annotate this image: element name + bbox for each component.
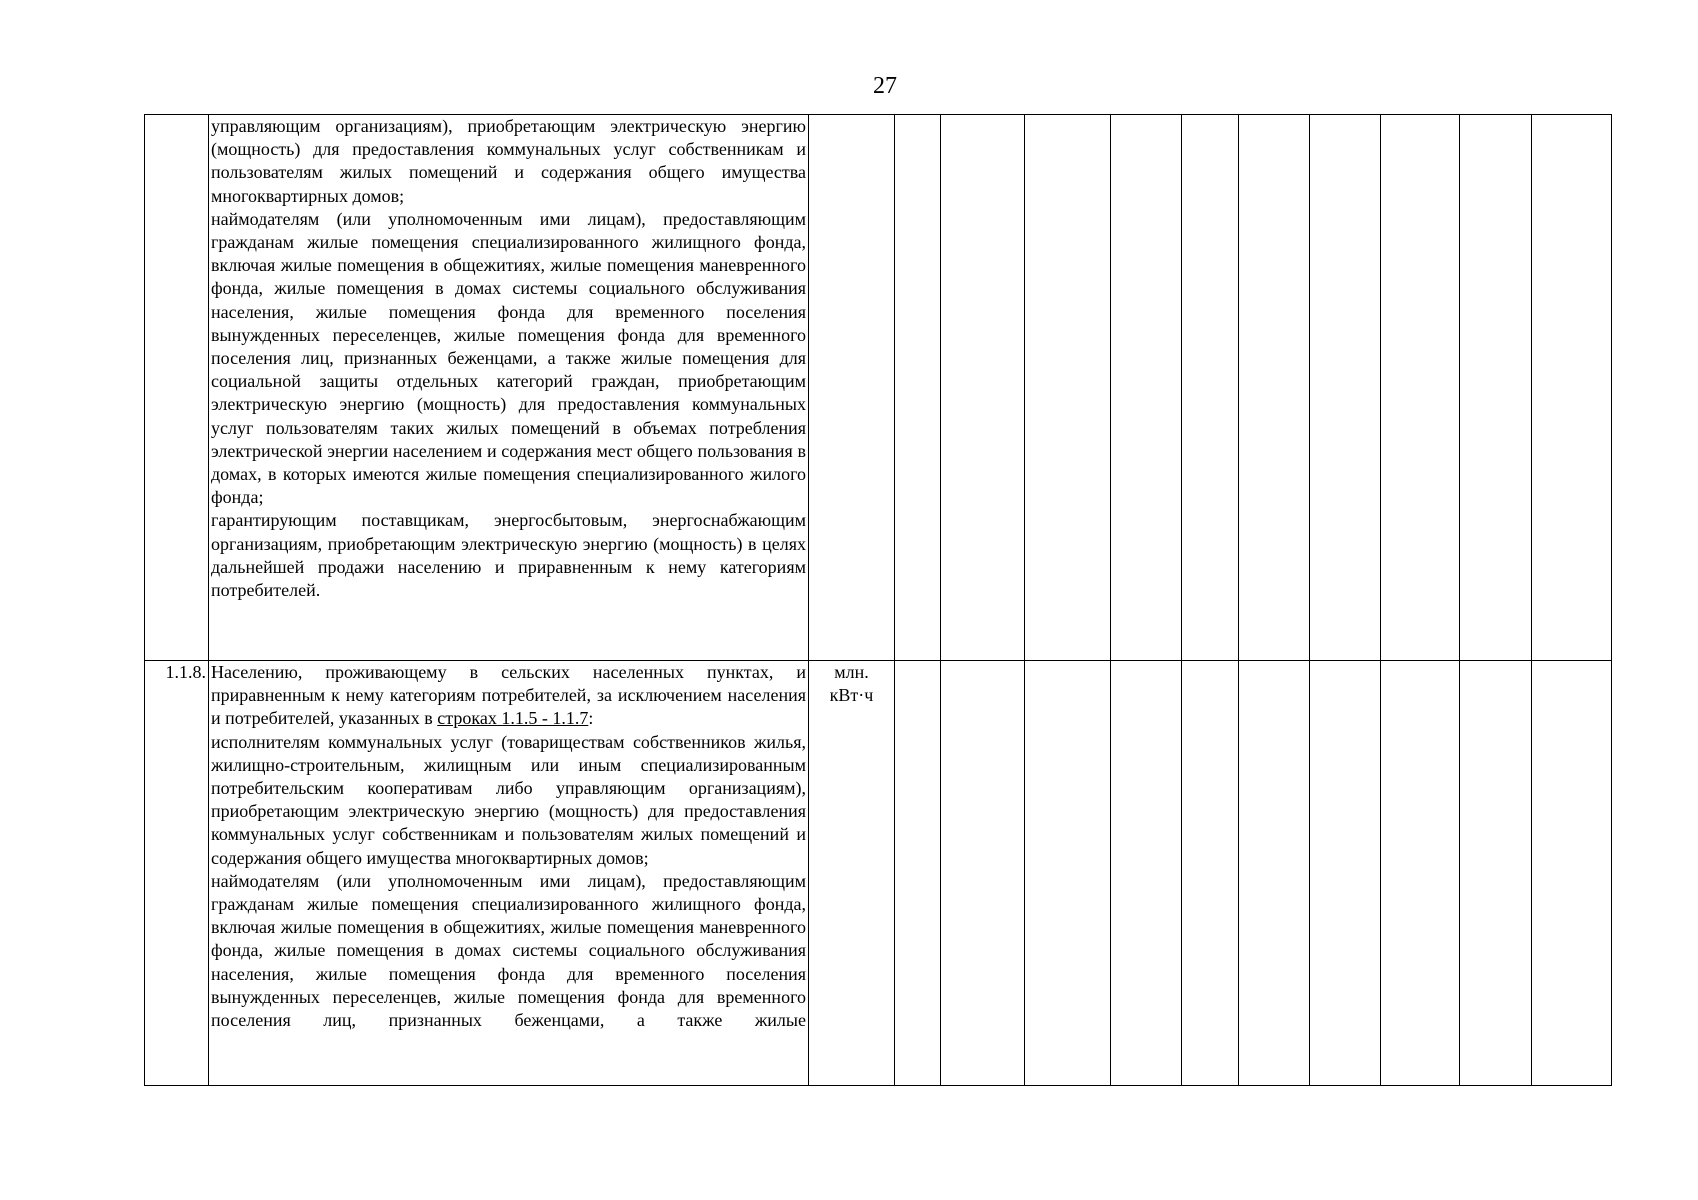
value-cell [1025,115,1111,661]
row-description-cell [209,661,809,1086]
row-number-cell [145,661,209,1086]
value-cell [1381,115,1460,661]
value-cell [1532,661,1612,1086]
paragraph: наймодателям (или уполномоченным ими лицам), предоставляющим гражданам жилые помещения специализированного жилищного фонда, включая жилые помещения в общежитиях, жилые помещения маневренного фонда, жилые помещения в домах системы социального обслуживания населения, жилые помещения фонда для временного поселения вынужденных переселенцев, жилые помещения фонда для временного поселения лиц, признанных беженцами, а также жилые помещения для социальной защиты отдельных категорий граждан, приобретающим электрическую энергию (мощность) для предоставления коммунальных услуг пользователям таких жилых помещений в объемах потребления электрической энергии населением и содержания мест общего пользования в домах, в которых имеются жилые помещения специализированного жилого фонда; [211,208,806,508]
value-cell [1111,115,1182,661]
value-cell [1381,661,1460,1086]
value-cell [1460,661,1532,1086]
value-cell [895,115,941,661]
paragraph-intro [211,661,806,731]
value-cell [1460,115,1532,661]
row-number-cell [145,115,209,661]
unit-cell [809,661,895,1086]
row-number: 1.1.8. [165,662,206,682]
unit-cell [809,115,895,661]
paragraph: управляющим организациям), приобретающим электрическую энергию (мощность) для предоставления коммунальных услуг собственникам и пользователям жилых помещений и содержания общего имущества многоквартирных домов; [211,116,806,206]
value-cell [941,661,1025,1086]
value-cell [1532,115,1612,661]
page-number: 27 [873,73,897,99]
unit-line: кВт·ч [829,685,874,706]
value-cell [895,661,941,1086]
table-row [145,661,1612,1086]
value-cell [1239,661,1310,1086]
value-cell [941,115,1025,661]
paragraph: гарантирующим поставщикам, энергосбытовым, энергоснабжающим организациям, приобретающим электрическую энергию (мощность) в целях дальнейшей продажи населению и приравненным к нему категориям потребителей. [211,510,806,601]
row-description-cell [209,115,809,661]
value-cell [1111,661,1182,1086]
intro-end: : [588,708,594,729]
value-cell [1239,115,1310,661]
intro-text: Населению, проживающему в сельских населенных пунктах, и приравненным к нему категориям потребителей, за исключением населения и потребителей, указанных в [211,662,806,729]
value-cell [1310,115,1381,661]
paragraph: наймодателям (или уполномоченным ими лицам), предоставляющим гражданам жилые помещения специализированного жилищного фонда, включая жилые помещения в общежитиях, жилые помещения маневренного фонда, жилые помещения в домах системы социального обслуживания населения, жилые помещения фонда для временного поселения вынужденных переселенцев, жилые помещения фонда для временного поселения лиц, признанных беженцами, а также жилые [211,870,806,1031]
value-cell [1310,661,1381,1086]
value-cell [1182,115,1239,661]
value-cell [1182,661,1239,1086]
data-table [144,114,1612,1086]
rows-reference-link[interactable]: строках 1.1.5 - 1.1.7 [437,708,589,729]
unit-line: млн. [834,662,869,682]
value-cell [1025,661,1111,1086]
paragraph: исполнителям коммунальных услуг (товариществам собственников жилья, жилищно-строительным, жилищным или иным специализированным потребительским кооперативам либо управляющим организациям), приобретающим электрическую энергию (мощность) для предоставления коммунальных услуг собственникам и пользователям жилых помещений и содержания общего имущества многоквартирных домов; [211,731,806,868]
table-row [145,115,1612,661]
